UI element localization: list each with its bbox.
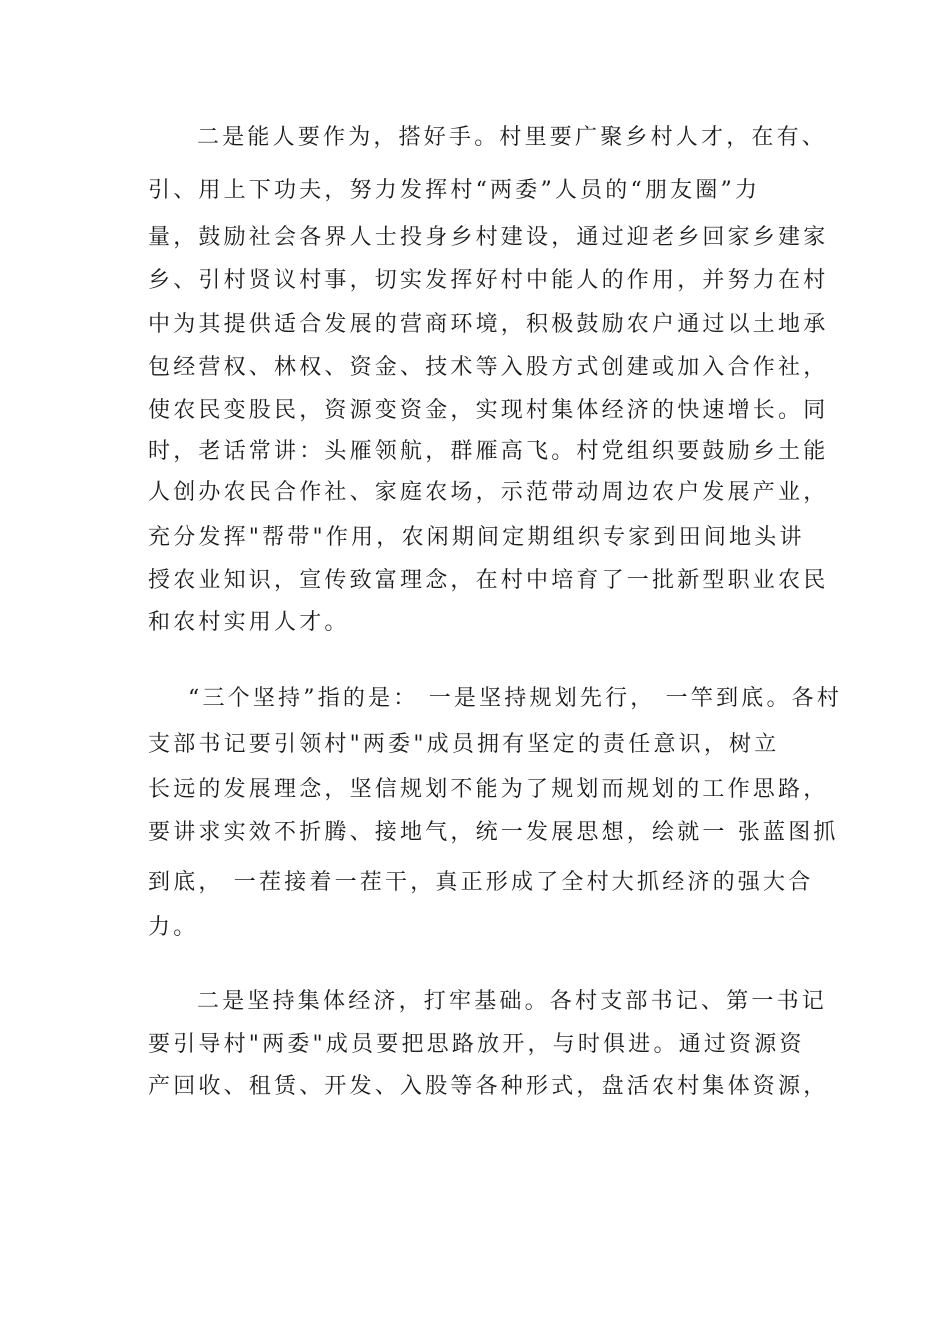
text-line: 要引导村"两委"成员要把思路放开，与时俱进。通过资源资: [148, 1032, 805, 1057]
text-line: 授农业知识，宣传致富理念，在村中培育了一批新型职业农民: [148, 568, 829, 593]
text-line: 支部书记要引领村"两委"成员拥有坚定的责任意识，树立: [148, 732, 780, 757]
text-line: 引、用上下功夫，努力发挥村“两委”人员的“朋友圈”力: [148, 178, 761, 203]
text-line: 二是坚持集体经济，打牢基础。各村支部书记、第一书记: [197, 989, 828, 1014]
text-line: 产回收、租赁、开发、入股等各种形式，盘活农村集体资源，: [148, 1074, 829, 1099]
text-line: 充分发挥"帮带"作用，农闲期间定期组织专家到田间地头讲: [148, 525, 805, 550]
text-line: 力。: [148, 915, 199, 940]
text-line: “三个坚持”指的是： 一是坚持规划先行， 一竿到底。各村: [188, 686, 843, 711]
text-line: 量，鼓励社会各界人士投身乡村建设，通过迎老乡回家乡建家: [148, 225, 829, 250]
text-line: 长远的发展理念，坚信规划不能为了规划而规划的工作思路，: [148, 777, 829, 802]
text-line: 包经营权、林权、资金、技术等入股方式创建或加入合作社，: [148, 355, 829, 380]
text-line: 到底， 一茬接着一茬干，真正形成了全村大抓经济的强大合: [148, 870, 814, 895]
text-line: 人创办农民合作社、家庭农场，示范带动周边农户发展产业，: [148, 480, 829, 505]
text-line: 二是能人要作为，搭好手。村里要广聚乡村人才，在有、: [197, 125, 828, 150]
text-line: 要讲求实效不折腾、接地气，统一发展思想，绘就一 张蓝图抓: [148, 820, 839, 845]
text-line: 使农民变股民，资源变资金，实现村集体经济的快速增长。同: [148, 398, 829, 423]
text-line: 时，老话常讲：头雁领航，群雁高飞。村党组织要鼓励乡土能: [148, 439, 829, 464]
text-line: 中为其提供适合发展的营商环境，积极鼓励农户通过以土地承: [148, 312, 829, 337]
text-line: 乡、引村贤议村事，切实发挥好村中能人的作用，并努力在村: [148, 268, 829, 293]
text-line: 和农村实用人才。: [148, 610, 350, 635]
